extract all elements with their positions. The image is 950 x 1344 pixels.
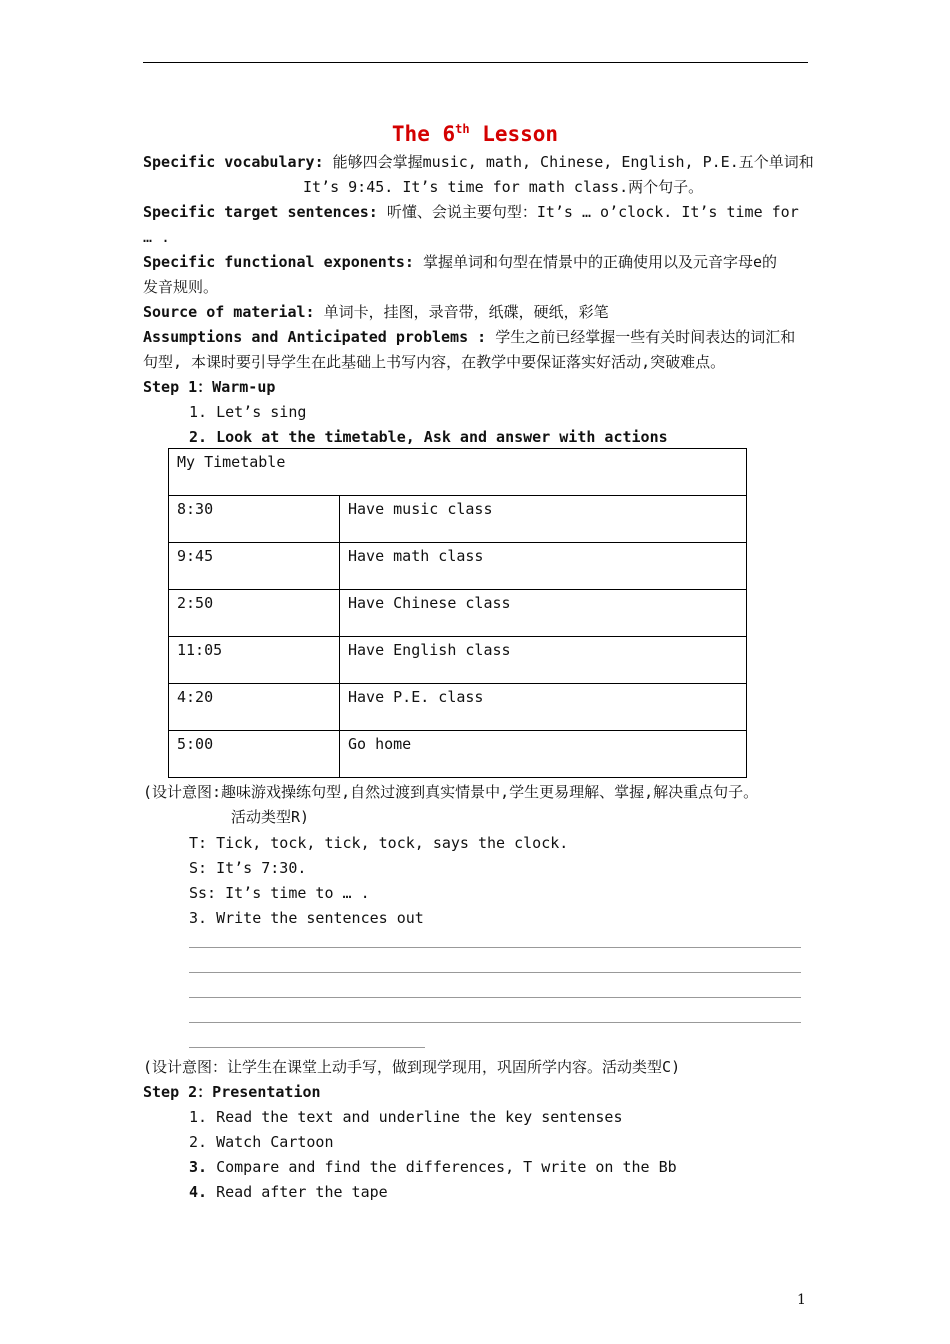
table-row (169, 731, 747, 778)
activity-cell: Have Chinese class (340, 590, 747, 637)
target-sentences-line-1: Specific target sentences: 听懂、会说主要句型：It’s … o’clock. It’s time for (143, 203, 799, 221)
table-row (169, 590, 747, 637)
functional-line-1: Specific functional exponents: 掌握单词和句型在情景中的正确使用以及元音字母e的 (143, 253, 778, 271)
time-cell: 8:30 (169, 496, 340, 543)
vocab-line-1: Specific vocabulary: 能够四会掌握music, math, Chinese, English, P.E.五个单词和 (143, 153, 814, 171)
step1-item-3: 3. Write the sentences out (189, 909, 424, 927)
activity-cell: Have math class (340, 543, 747, 590)
writing-line (189, 1022, 801, 1023)
timetable-title-row (169, 449, 747, 496)
table-row (169, 543, 747, 590)
page-number: 1 (797, 1292, 806, 1308)
writing-line (189, 947, 801, 948)
activity-cell: Have music class (340, 496, 747, 543)
writing-line (189, 997, 801, 998)
step2-item-1: 1. Read the text and underline the key sentenses (189, 1108, 623, 1126)
timetable-title: My Timetable (169, 449, 747, 496)
dialogue-student: S: It’s 7:30. (189, 859, 307, 877)
design-intent-1-line-2: 活动类型R) (231, 808, 310, 826)
table-row (169, 496, 747, 543)
step2-item-2: 2. Watch Cartoon (189, 1133, 334, 1151)
time-cell: 4:20 (169, 684, 340, 731)
step2-item-4: 4. Read after the tape (189, 1183, 388, 1201)
table-row (169, 684, 747, 731)
writing-line (189, 1047, 425, 1048)
design-intent-1-line-1: (设计意图:趣味游戏操练句型,自然过渡到真实情景中,学生更易理解、掌握,解决重点句子。 (143, 783, 759, 801)
time-cell: 9:45 (169, 543, 340, 590)
source-line: Source of material: 单词卡，挂图，录音带，纸碟，硬纸，彩笔 (143, 303, 609, 321)
step1-item-2: 2. Look at the timetable, Ask and answer with actions (189, 428, 668, 446)
activity-cell: Go home (340, 731, 747, 778)
functional-line-2: 发音规则。 (143, 278, 219, 296)
vocab-line-2: It’s 9:45. It’s time for math class.两个句子。 (303, 178, 704, 196)
dialogue-teacher: T: Tick, tock, tick, tock, says the clock. (189, 834, 569, 852)
activity-cell: Have English class (340, 637, 747, 684)
assumptions-line-1: Assumptions and Anticipated problems : 学生之前已经掌握一些有关时间表达的词汇和 (143, 328, 796, 346)
step1-item-1: 1. Let’s sing (189, 403, 307, 421)
timetable (168, 448, 747, 778)
dialogue-students: Ss: It’s time to … . (189, 884, 370, 902)
step2-heading: Step 2：Presentation (143, 1083, 321, 1101)
header-rule (143, 62, 808, 63)
time-cell: 5:00 (169, 731, 340, 778)
table-row (169, 637, 747, 684)
assumptions-line-2: 句型, 本课时要引导学生在此基础上书写内容，在教学中要保证落实好活动,突破难点。 (143, 353, 726, 371)
writing-line (189, 972, 801, 973)
time-cell: 2:50 (169, 590, 340, 637)
step2-item-3: 3. Compare and find the differences, T write on the Bb (189, 1158, 677, 1176)
design-intent-2: (设计意图：让学生在课堂上动手写，做到现学现用，巩固所学内容。活动类型C) (143, 1058, 681, 1076)
activity-cell: Have P.E. class (340, 684, 747, 731)
lesson-title: The 6th Lesson (391, 122, 559, 146)
target-sentences-line-2: … . (143, 228, 171, 246)
time-cell: 11:05 (169, 637, 340, 684)
step1-heading: Step 1：Warm-up (143, 378, 276, 396)
